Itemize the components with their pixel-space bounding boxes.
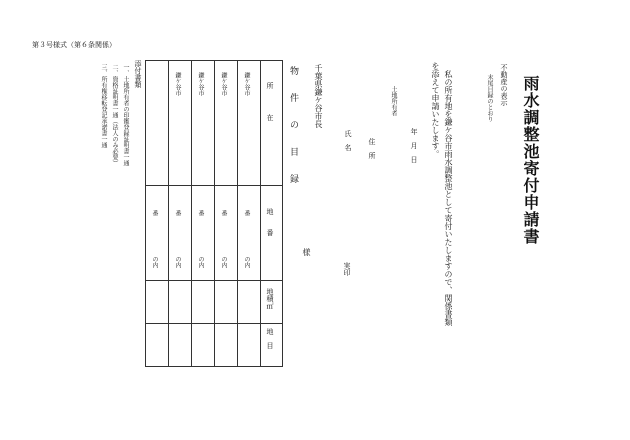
property-list-title: 物 件 の 目 録 (288, 66, 298, 187)
header-lot-number: 地 番 (266, 208, 274, 236)
row-3-no-uchi: の内 (197, 256, 204, 268)
row-5-ban: 番 (151, 210, 158, 216)
owner-label: 土地所有者 (390, 86, 397, 116)
body-line-2: を添えて申請いたします。 (431, 62, 440, 158)
row-2-ban: 番 (220, 210, 227, 216)
date-day: 日 (410, 156, 418, 163)
header-location: 所 在 (266, 82, 274, 122)
name-label: 氏 名 (344, 130, 352, 151)
address-label: 住 所 (368, 138, 376, 159)
attachment-item-3: 三、所有権移転登記承諾書一通 (100, 64, 107, 148)
row-4-city: 鎌ケ谷市 (174, 72, 181, 96)
body-line-1: 私の所有地を鎌ケ谷市雨水調整池として寄付いたしますので、関係書類 (444, 70, 453, 326)
row-3-ban: 番 (197, 210, 204, 216)
row-4-ban: 番 (174, 210, 181, 216)
header-land-type: 地 目 (266, 328, 274, 349)
addressee-honorific: 様 (302, 248, 311, 256)
addressee-line: 千葉県鎌ケ谷市長 (314, 64, 323, 128)
row-3-city: 鎌ケ谷市 (197, 72, 204, 96)
row-1-city: 鎌ケ谷市 (243, 72, 250, 96)
row-1-ban: 番 (243, 210, 250, 216)
as-listed-note: 末尾目録のとおり (486, 74, 493, 122)
row-1-no-uchi: の内 (243, 256, 250, 268)
form-number: 第３号様式（第６条関係） (32, 41, 116, 49)
document-title: 雨水調整池寄付申請書 (521, 75, 540, 245)
date-year: 年 (410, 128, 418, 135)
property-table (145, 60, 283, 367)
attachment-item-1: 一、土地所有者の印鑑登録証明書一通 (122, 64, 129, 166)
date-month: 月 (410, 142, 418, 149)
row-4-no-uchi: の内 (174, 256, 181, 268)
property-display-header: 不動産の表示 (500, 64, 508, 106)
attachment-item-2: 二、資格証明書一通（法人のみ必要） (111, 64, 118, 166)
seal-label: 実印 (343, 262, 351, 276)
header-area: 地積㎡ (266, 288, 274, 309)
row-5-no-uchi: の内 (151, 256, 158, 268)
attachments-header: 添付書類 (134, 60, 142, 88)
row-2-no-uchi: の内 (220, 256, 227, 268)
row-2-city: 鎌ケ谷市 (220, 72, 227, 96)
